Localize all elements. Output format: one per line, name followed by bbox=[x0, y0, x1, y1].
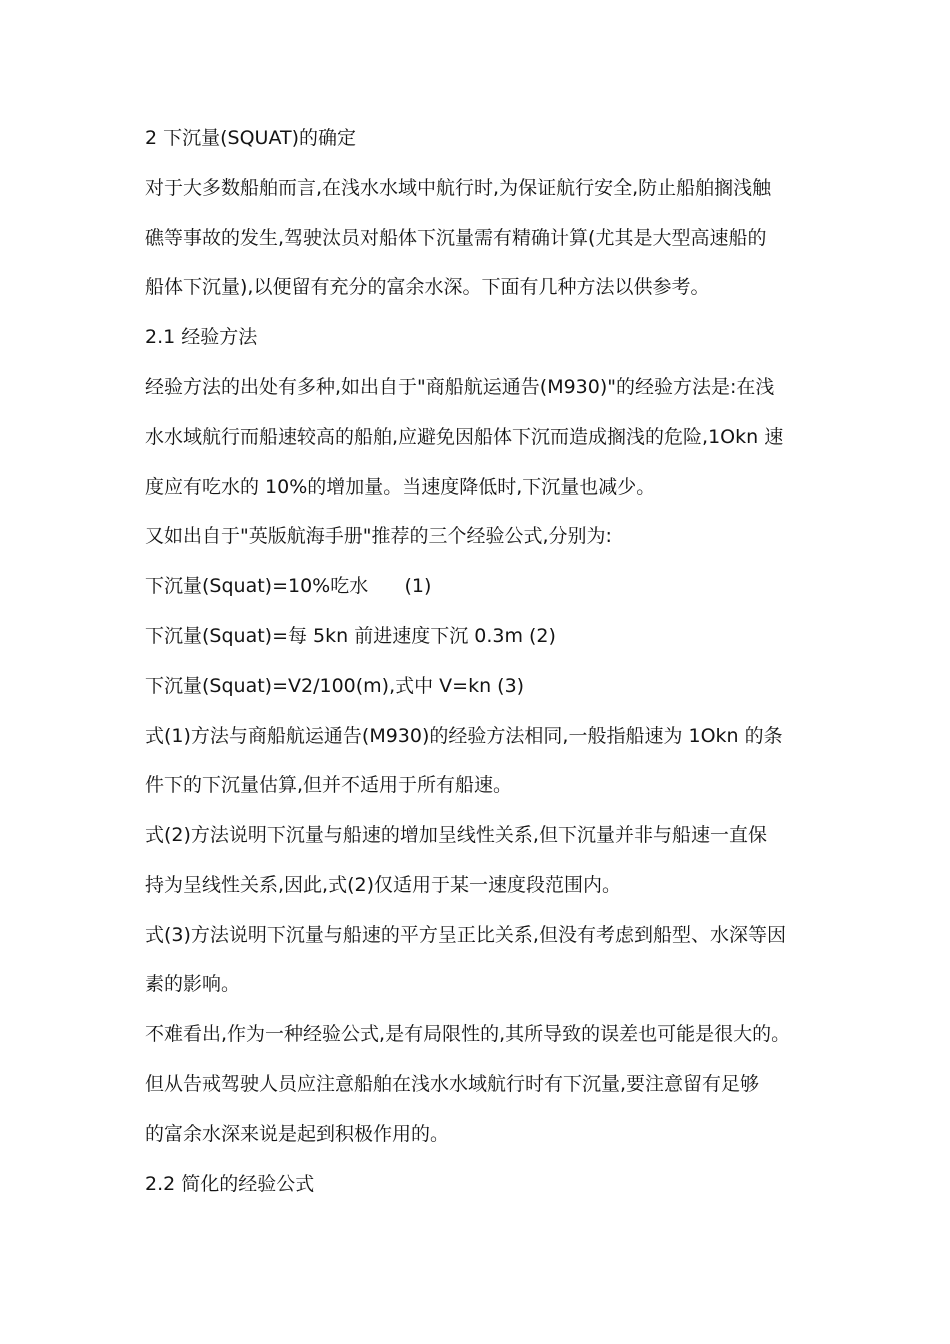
section-heading-2: 2 下沉量(SQUAT)的确定 bbox=[145, 127, 357, 149]
paragraph-line: 度应有吃水的 10%的增加量。当速度降低时,下沉量也减少。 bbox=[145, 476, 656, 498]
paragraph-line: 的富余水深来说是起到积极作用的。 bbox=[145, 1123, 450, 1145]
paragraph-line: 素的影响。 bbox=[145, 973, 241, 995]
paragraph-line: 式(1)方法与商船航运通告(M930)的经验方法相同,一般指船速为 1Okn 的条 bbox=[145, 725, 783, 747]
paragraph-line: 持为呈线性关系,因此,式(2)仅适用于某一速度段范围内。 bbox=[145, 874, 621, 896]
formula-line-2: 下沉量(Squat)=每 5kn 前进速度下沉 0.3m (2) bbox=[145, 625, 556, 647]
formula-line-1: 下沉量(Squat)=10%吃水 (1) bbox=[145, 575, 432, 597]
formula-line-3: 下沉量(Squat)=V2/100(m),式中 V=kn (3) bbox=[145, 675, 525, 697]
section-heading-2-2: 2.2 简化的经验公式 bbox=[145, 1173, 315, 1195]
paragraph-line: 但从告戒驾驶人员应注意船舶在浅水水域航行时有下沉量,要注意留有足够 bbox=[145, 1073, 760, 1095]
paragraph-line: 不难看出,作为一种经验公式,是有局限性的,其所导致的误差也可能是很大的。 bbox=[145, 1023, 791, 1045]
paragraph-line: 经验方法的出处有多种,如出自于"商船航运通告(M930)"的经验方法是:在浅 bbox=[145, 376, 775, 398]
paragraph-line: 对于大多数船舶而言,在浅水水域中航行时,为保证航行安全,防止船舶搁浅触 bbox=[145, 177, 772, 199]
paragraph-line: 又如出自于"英版航海手册"推荐的三个经验公式,分别为: bbox=[145, 525, 612, 547]
paragraph-line: 礁等事故的发生,驾驶汰员对船体下沉量需有精确计算(尤其是大型高速船的 bbox=[145, 227, 767, 249]
paragraph-line: 件下的下沉量估算,但并不适用于所有船速。 bbox=[145, 774, 513, 796]
paragraph-line: 式(2)方法说明下沉量与船速的增加呈线性关系,但下沉量并非与船速一直保 bbox=[145, 824, 767, 846]
paragraph-line: 水水域航行而船速较高的船舶,应避免因船体下沉而造成搁浅的危险,1Okn 速 bbox=[145, 426, 784, 448]
section-heading-2-1: 2.1 经验方法 bbox=[145, 326, 258, 348]
paragraph-line: 式(3)方法说明下沉量与船速的平方呈正比关系,但没有考虑到船型、水深等因 bbox=[145, 924, 786, 946]
paragraph-line: 船体下沉量),以便留有充分的富余水深。下面有几种方法以供参考。 bbox=[145, 276, 710, 298]
